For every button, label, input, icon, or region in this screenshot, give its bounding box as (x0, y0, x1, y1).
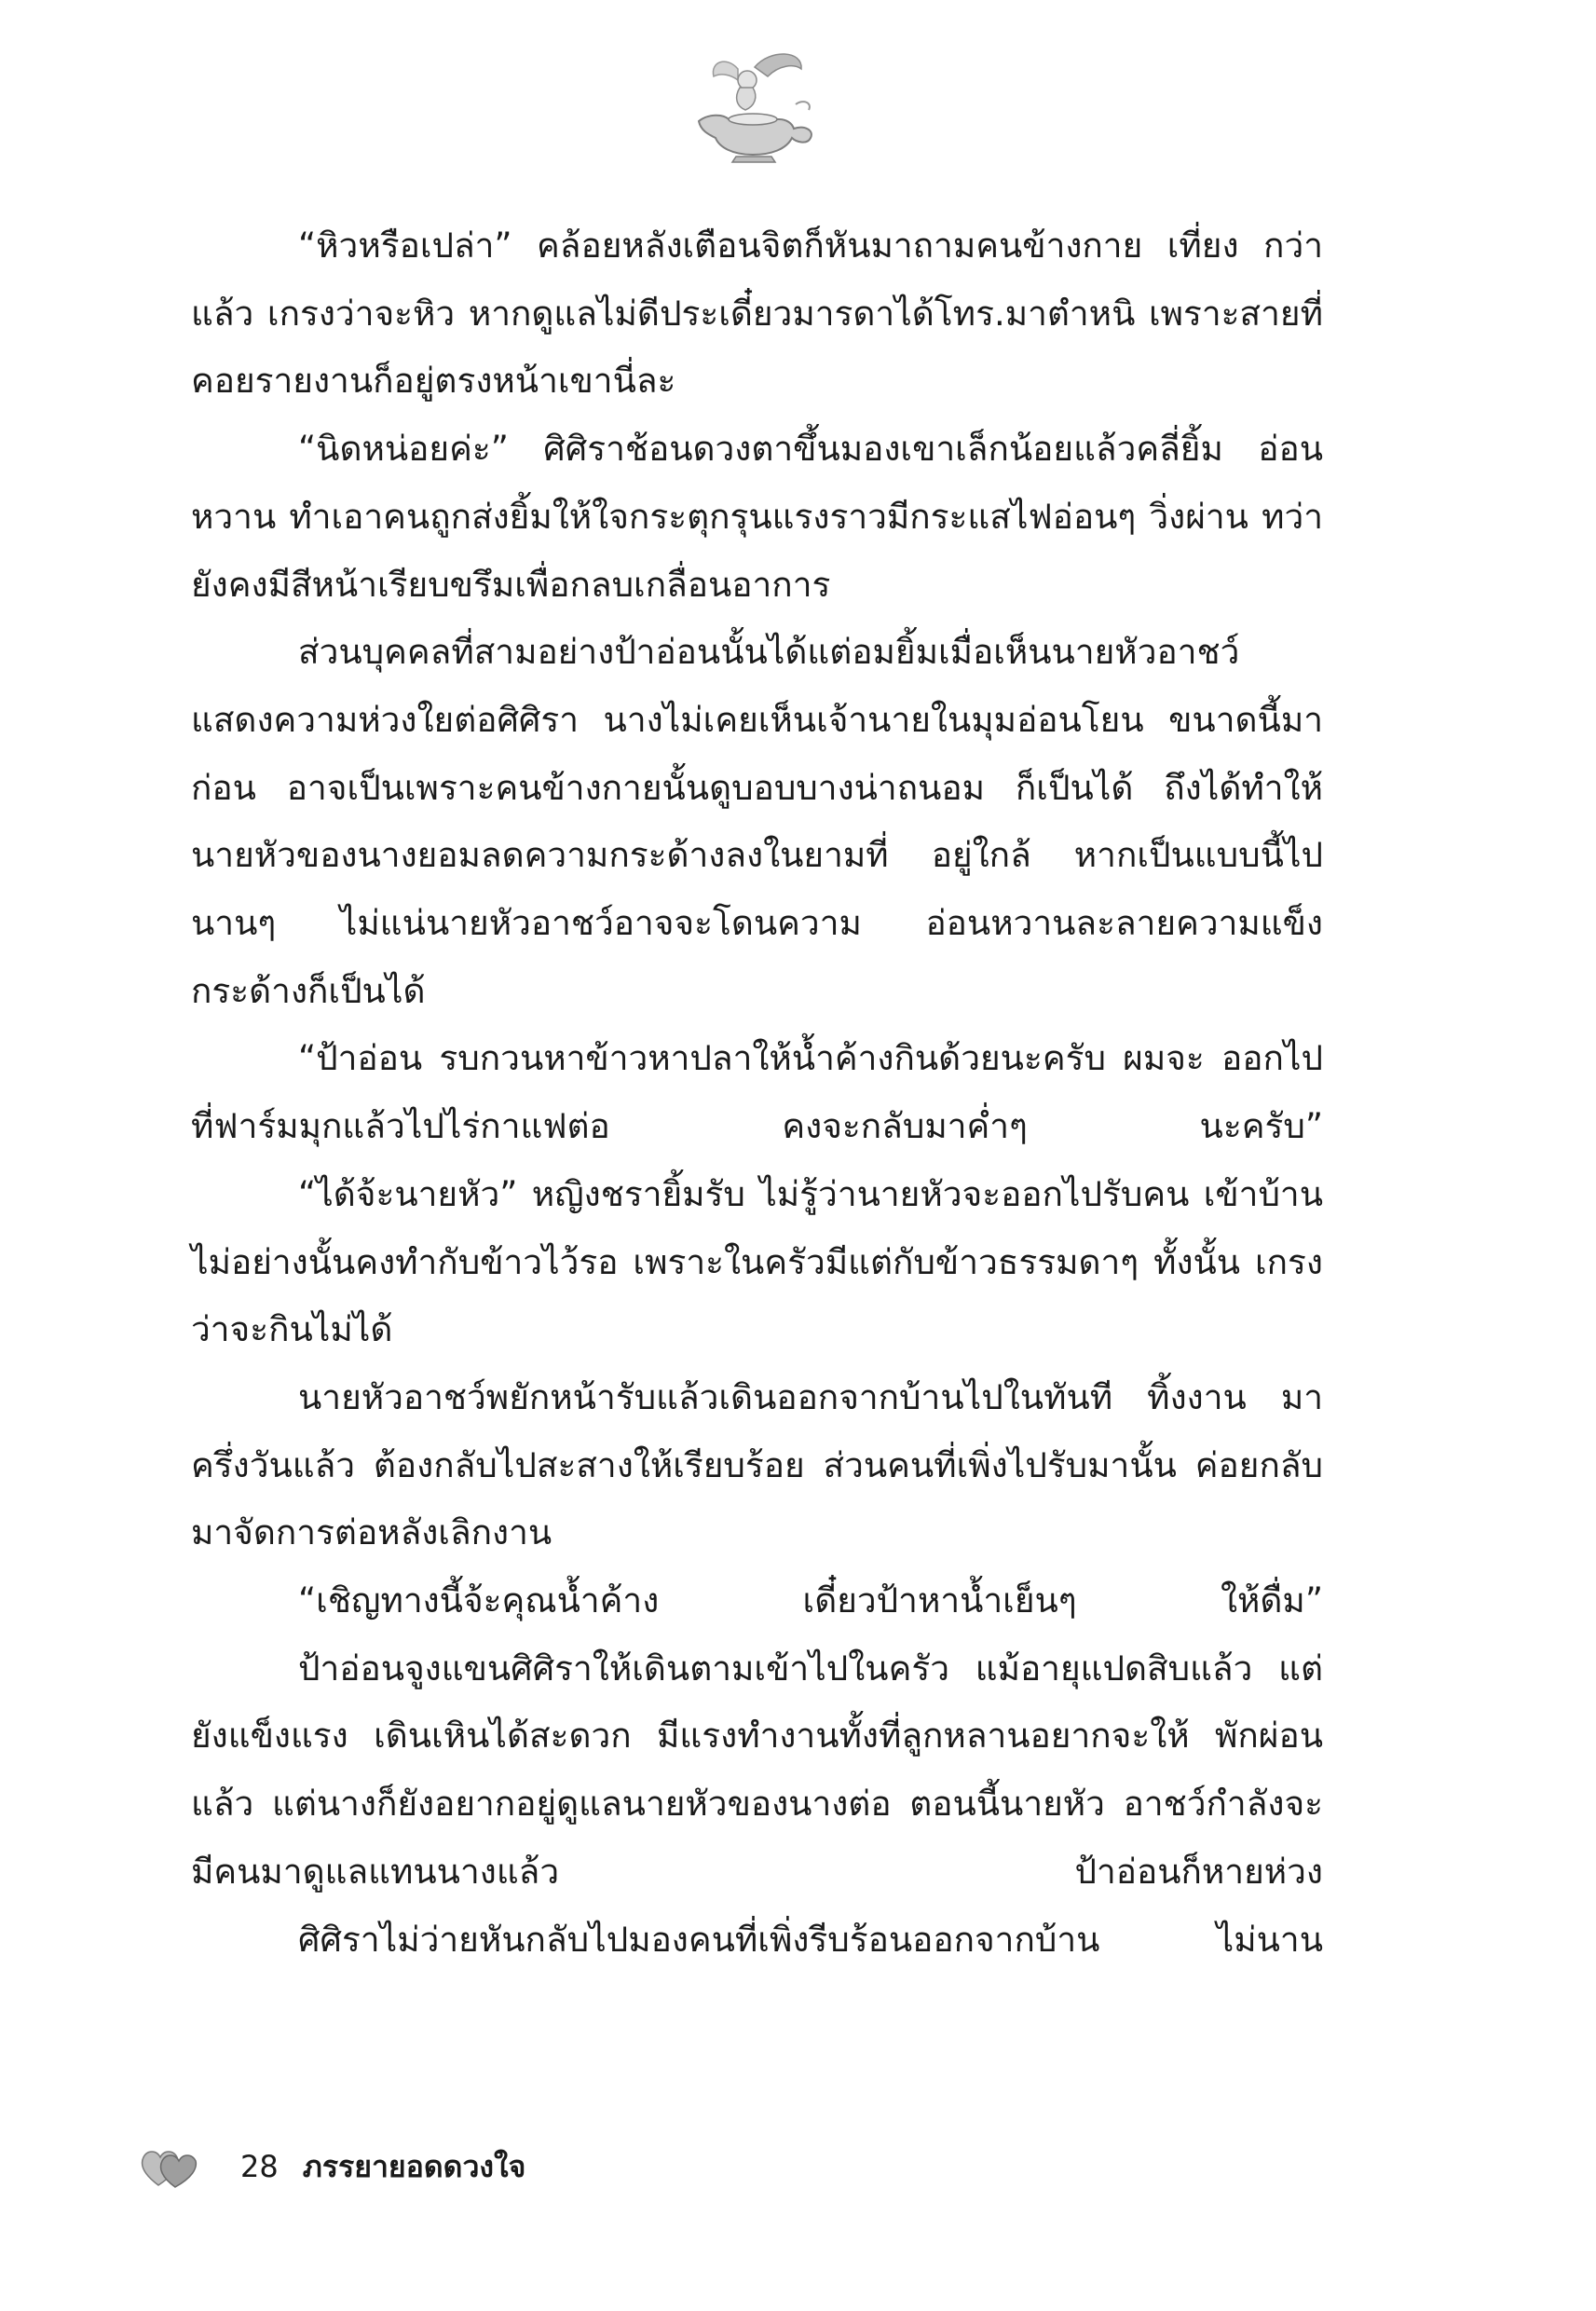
text-line: ส่วนบุคคลที่สามอย่างป้าอ่อนนั้นได้แต่อมยิ้มเมื่อเห็นนายหัวอาชว์ (298, 632, 1240, 673)
text-line: อยู่ใกล้ หากเป็นแบบนี้ไปนานๆ ไม่แน่นายหัวอาชว์อาจจะโดนความ (191, 835, 1323, 944)
text-line: เพราะสายที่คอยรายงานก็อยู่ตรงหน้าเขานี่ละ (191, 293, 1323, 402)
paragraph (191, 416, 1323, 619)
text-line: อ่อนหวานละลายความแข็งกระด้างก็เป็นได้ (191, 903, 1324, 1011)
text-line: “ป้าอ่อน รบกวนหาข้าวหาปลาให้น้ำค้างกินด้วยนะครับ ผมจะ (298, 1038, 1205, 1079)
text-line: ทั้งนั้น เกรงว่าจะกินไม่ได้ (191, 1241, 1323, 1350)
page-number: 28 (240, 2149, 279, 2184)
text-line: อาชว์กำลังจะมีคนมาดูแลแทนนางแล้ว ป้าอ่อนก็หายห่วง (191, 1784, 1323, 1892)
body-text (191, 212, 1323, 1974)
paragraph (191, 1161, 1323, 1364)
text-line: มาครึ่งวันแล้ว ต้องกลับไปสะสางให้เรียบร้อย ส่วนคนที่เพิ่งไปรับมานั้น (191, 1376, 1323, 1485)
text-line: “ได้จ้ะนายหัว” หญิงชรายิ้มรับ ไม่รู้ว่านายหัวจะออกไปรับคน (298, 1173, 1190, 1214)
hearts-icon (140, 2144, 198, 2189)
text-line: “หิวหรือเปล่า” คล้อยหลังเตือนจิตก็หันมาถามคนข้างกาย เที่ยง (298, 226, 1239, 266)
paragraph (191, 1567, 1323, 1635)
text-line: ค่อยกลับมาจัดการต่อหลังเลิกงาน (191, 1444, 1324, 1553)
text-line: แสดงความห่วงใยต่อศิศิรา นางไม่เคยเห็นเจ้านายในมุมอ่อนโยน (191, 699, 1144, 740)
paragraph (191, 1907, 1323, 1975)
page-footer (140, 2139, 792, 2195)
paragraph (191, 619, 1323, 1025)
paragraph (191, 1025, 1323, 1160)
text-line: แต่ยังแข็งแรง เดินเหินได้สะดวก มีแรงทำงานทั้งที่ลูกหลานอยากจะให้ (191, 1648, 1323, 1757)
text-line: ออกไปที่ฟาร์มมุกแล้วไปไร่กาแฟต่อ คงจะกลับมาค่ำๆ นะครับ” (191, 1038, 1323, 1147)
paragraph (191, 1635, 1323, 1907)
text-line: ขนาดนี้มาก่อน อาจเป็นเพราะคนข้างกายนั้นดูบอบบางน่าถนอม (191, 699, 1323, 808)
paragraph (191, 212, 1323, 416)
paragraph (191, 1364, 1323, 1567)
text-line: กว่าแล้ว เกรงว่าจะหิว หากดูแลไม่ดีประเดี๋ยวมารดาได้โทร.มาตำหนิ (191, 226, 1324, 334)
text-line: อ่อนหวาน ทำเอาคนถูกส่งยิ้มให้ใจกระตุกรุนแรงราวมีกระแสไฟอ่อนๆ (191, 429, 1323, 537)
cherub-teapot-ornament-icon (682, 48, 822, 165)
book-title: ภรรยายอดดวงใจ (302, 2148, 526, 2184)
text-line: พักผ่อนแล้ว แต่นางก็ยังอยากอยู่ดูแลนายหัวของนางต่อ ตอนนี้นายหัว (191, 1716, 1324, 1825)
text-line: “เชิญทางนี้จ้ะคุณน้ำค้าง เดี๋ยวป้าหาน้ำเย็นๆ ให้ดื่ม” (298, 1580, 1323, 1621)
text-line: นายหัวอาชว์พยักหน้ารับแล้วเดินออกจากบ้านไปในทันที ทิ้งงาน (298, 1376, 1247, 1417)
text-line: ป้าอ่อนจูงแขนศิศิราให้เดินตามเข้าไปในครัว แม้อายุแปดสิบแล้ว (298, 1648, 1253, 1689)
text-line: ศิศิราไม่ว่ายหันกลับไปมองคนที่เพิ่งรีบร้อนออกจากบ้าน ไม่นาน (298, 1919, 1323, 1960)
text-line: เข้าบ้าน ไม่อย่างนั้นคงทำกับข้าวไว้รอ เพราะในครัวมีแต่กับข้าวธรรมดาๆ (191, 1173, 1324, 1282)
text-line: “นิดหน่อยค่ะ” ศิศิราช้อนดวงตาขึ้นมองเขาเล็กน้อยแล้วคลี่ยิ้ม (298, 429, 1223, 470)
text-line: วิ่งผ่าน ทว่ายังคงมีสีหน้าเรียบขรึมเพื่อกลบเกลื่อนอาการ (191, 496, 1324, 605)
text-line: ก็เป็นได้ ถึงได้ทำให้นายหัวของนางยอมลดความกระด้างลงในยามที่ (191, 767, 1323, 876)
